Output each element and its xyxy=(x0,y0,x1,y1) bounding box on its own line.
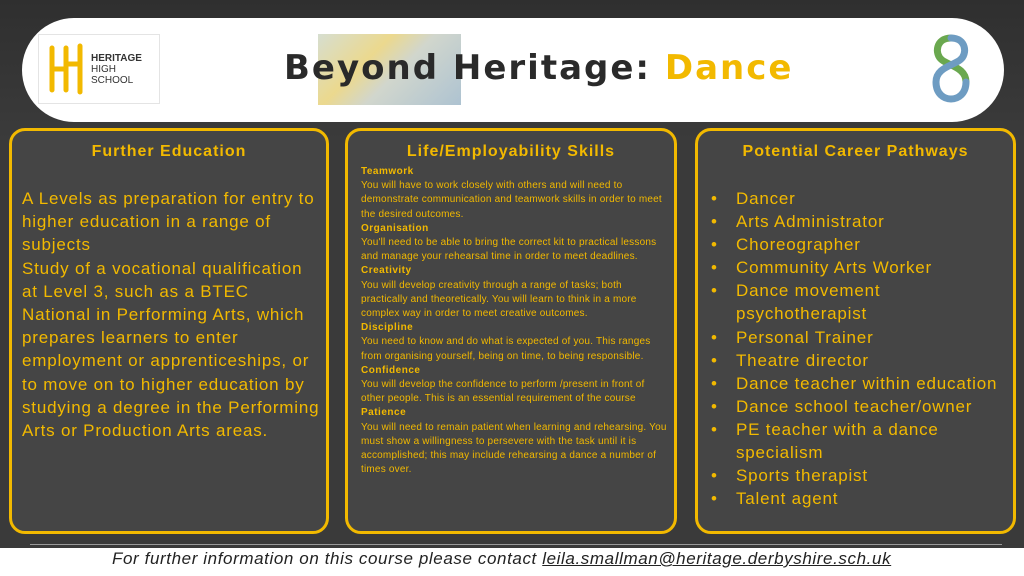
skill-teamwork xyxy=(361,165,669,222)
further-education-panel xyxy=(9,128,329,534)
list-item: • Choreographer xyxy=(708,233,1008,256)
careers-list xyxy=(708,187,1008,510)
skill-title: Teamwork xyxy=(361,166,414,177)
logo-line-1: HERITAGE xyxy=(91,52,142,64)
list-item: • Arts Administrator xyxy=(708,210,1008,233)
logo-line-2: HIGH xyxy=(91,63,116,75)
skill-title: Creativity xyxy=(361,265,412,277)
fe-paragraph-1: A Levels as preparation for entry to higher education in a range of subjects xyxy=(22,189,315,255)
list-item: • Sports therapist xyxy=(708,464,1008,487)
skill-title: Patience xyxy=(361,407,407,419)
contact-email-link[interactable]: leila.smallman@heritage.derbyshire.sch.uk xyxy=(542,549,892,568)
skill-desc: You will have to work closely with others and will need to demonstrate communication and teamwork skills in order to meet the desired outcomes. xyxy=(361,180,662,220)
skills-list xyxy=(361,165,669,477)
title-accent: Dance xyxy=(664,48,794,88)
skill-creativity xyxy=(361,264,669,321)
list-item: • Theatre director xyxy=(708,349,1008,372)
further-education-title: Further Education xyxy=(91,143,247,160)
skill-patience xyxy=(361,406,669,477)
skill-title: Confidence xyxy=(361,364,421,376)
skill-confidence xyxy=(361,364,669,407)
footer-text xyxy=(112,549,891,569)
footer-divider xyxy=(30,544,1002,545)
careers-title: Potential Career Pathways xyxy=(742,143,969,160)
skill-title: Organisation xyxy=(361,222,429,234)
title-main: Beyond Heritage: xyxy=(284,48,652,88)
list-item: • Community Arts Worker xyxy=(708,256,1008,279)
list-item: • Talent agent xyxy=(708,487,1008,510)
skill-organisation xyxy=(361,222,669,265)
list-item: • Dancer xyxy=(708,187,1008,210)
skills-title: Life/Employability Skills xyxy=(406,143,616,160)
skill-discipline xyxy=(361,321,669,364)
list-item: • PE teacher with a dance specialism xyxy=(708,418,1008,464)
skill-title: Discipline xyxy=(361,322,414,334)
figure-eight-icon xyxy=(926,32,976,104)
list-item: • Dance school teacher/owner xyxy=(708,395,1008,418)
logo-line-3: SCHOOL xyxy=(91,74,134,86)
skill-desc: You need to know and do what is expected of you. This ranges from organising yourself, being on time, to being responsible. xyxy=(361,336,651,362)
page-title xyxy=(284,48,793,90)
skill-desc: You will develop the confidence to perform /present in front of other people. This is an essential requirement of the course xyxy=(361,379,645,405)
list-item: • Dance teacher within education xyxy=(708,372,1008,395)
skill-desc: You'll need to be able to bring the correct kit to practical lessons and manage your rehearsal time in order to meet deadlines. xyxy=(361,237,657,263)
logo-text xyxy=(91,53,142,86)
heritage-crest-icon xyxy=(49,42,83,96)
skills-panel xyxy=(345,128,677,534)
skill-desc: You will need to remain patient when learning and rehearsing. You must show a willingness to persevere with the task until it is accomplished; this may include rehearsing a dance a number of times over. xyxy=(361,421,667,476)
careers-panel xyxy=(695,128,1016,534)
further-education-text xyxy=(22,187,322,442)
footer-message: For further information on this course please contact xyxy=(112,549,537,568)
fe-paragraph-2: Study of a vocational qualification at Level 3, such as a BTEC National in Performing Arts, which prepares learners to enter employment or apprenticeships, or to move on to higher education by studying a degree in the Performing Arts or Production Arts areas. xyxy=(22,258,320,441)
list-item: • Personal Trainer xyxy=(708,326,1008,349)
list-item: • Dance movement psychotherapist xyxy=(708,279,1008,325)
school-logo xyxy=(38,34,160,104)
skill-desc: You will develop creativity through a range of tasks; both practically and theoretically. You will learn to think in a more complex way in order to meet creative outcomes. xyxy=(361,279,637,320)
